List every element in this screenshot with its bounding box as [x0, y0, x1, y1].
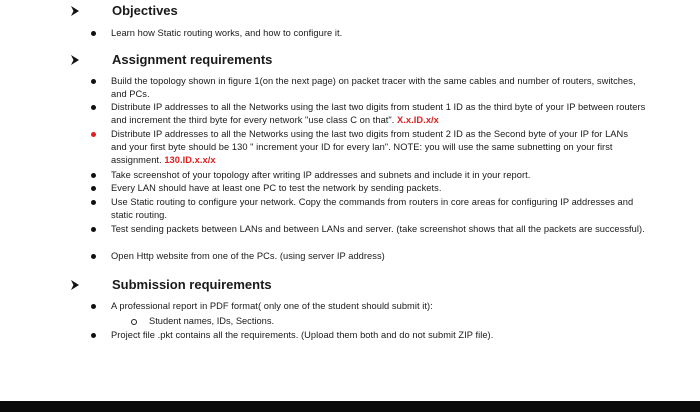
submission-heading — [0, 277, 700, 295]
objectives-heading — [0, 3, 700, 21]
requirement-text: Use Static routing to configure your network. Copy the commands from routers in core areas for configuring IP addresses and static routing. — [111, 197, 634, 221]
circle-bullet-icon — [131, 319, 137, 325]
requirement-text: Take screenshot of your topology after writing IP addresses and subnets and include it in your report. — [111, 170, 531, 180]
bullet-icon — [91, 173, 96, 178]
bullet-icon — [91, 31, 96, 36]
objectives-title: Objectives — [112, 3, 178, 18]
requirement-text: Open Http website from one of the PCs. (using server IP address) — [111, 251, 385, 261]
bullet-icon — [91, 254, 96, 259]
sub-item-text: Student names, IDs, Sections. — [149, 316, 275, 326]
submission-title: Submission requirements — [112, 277, 272, 292]
requirement-text: Build the topology shown in figure 1(on the next page) on packet tracer with the same cables and number of routers, switches, and PCs. — [111, 76, 636, 100]
arrow-bullet-icon — [70, 5, 80, 17]
bullet-icon — [91, 304, 96, 309]
submission-text: A professional report in PDF format( only one of the student should submit it): — [111, 301, 433, 311]
objective-text: Learn how Static routing works, and how to configure it. — [111, 28, 343, 38]
bullet-icon — [91, 227, 96, 232]
assignment-heading — [0, 52, 700, 70]
ip-format-highlight: X.x.ID.x/x — [397, 115, 439, 126]
ip-format-highlight: 130.ID.x.x/x — [164, 155, 216, 166]
bullet-icon — [91, 132, 96, 137]
bullet-icon — [91, 105, 96, 110]
bullet-icon — [91, 186, 96, 191]
bullet-icon — [91, 79, 96, 84]
assignment-title: Assignment requirements — [112, 52, 273, 67]
requirement-text: Test sending packets between LANs and between LANs and server. (take screenshot shows that all the packets are successful). — [111, 224, 645, 234]
bullet-icon — [91, 200, 96, 205]
requirement-text: Every LAN should have at least one PC to test the network by sending packets. — [111, 183, 442, 193]
arrow-bullet-icon — [70, 279, 80, 291]
bottom-border — [0, 401, 700, 412]
submission-text: Project file .pkt contains all the requirements. (Upload them both and do not submit ZIP file). — [111, 330, 494, 340]
bullet-icon — [91, 333, 96, 338]
requirement-text: Distribute IP addresses to all the Networks using the last two digits from student 1 ID as the third byte of your IP between routers and increment the third byte for every network "use class C on that". X.x.ID.x/x — [111, 102, 646, 126]
arrow-bullet-icon — [70, 54, 80, 66]
requirement-text: Distribute IP addresses to all the Networks using the last two digits from student 2 ID as the Second byte of your IP for LANs and your first byte should be 130 " increment your ID for every lan". NOTE: you will use the same subnetting on your first assignment. 130.ID.x.x/x — [111, 129, 629, 166]
